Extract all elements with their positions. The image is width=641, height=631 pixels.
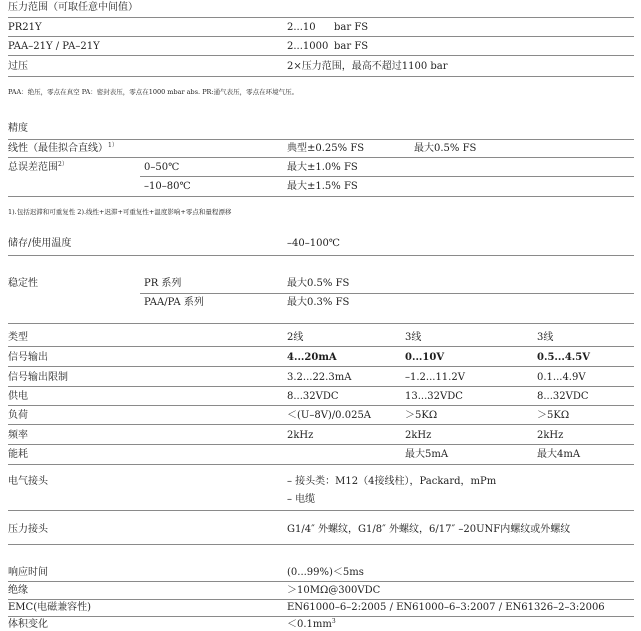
divider bbox=[8, 323, 634, 324]
supply-label: 供电 bbox=[8, 391, 28, 402]
total-error-temp: –10–80℃ bbox=[144, 181, 191, 192]
insulation-label: 绝缘 bbox=[8, 585, 28, 596]
divider bbox=[8, 157, 634, 158]
output-value: 0...10V bbox=[405, 352, 445, 363]
connection-types: – 接头类：M12（4接线柱），Packard，mPm bbox=[287, 476, 497, 487]
connection-label: 电气接头 bbox=[8, 476, 48, 487]
divider bbox=[8, 386, 634, 387]
stability-label: 稳定性 bbox=[8, 278, 38, 289]
paa21y-label: PAA–21Y / PA–21Y bbox=[8, 41, 100, 52]
load-label: 负荷 bbox=[8, 410, 28, 421]
divider bbox=[8, 464, 634, 465]
type-value: 3线 bbox=[537, 332, 554, 343]
limit-label: 信号输出限制 bbox=[8, 372, 68, 383]
power-value: 最大5mA bbox=[405, 449, 449, 460]
divider bbox=[8, 581, 634, 582]
divider bbox=[8, 544, 634, 545]
pr21y-range: 2...10 bbox=[287, 22, 316, 33]
divider bbox=[8, 76, 634, 77]
pressure-range-title: 压力范围（可取任意中间值） bbox=[8, 2, 138, 13]
emc-value: EN61000–6–2:2005 / EN61000–6–3:2007 / EN61326–2–3:2006 bbox=[287, 602, 605, 613]
temperature-label: 储存/使用温度 bbox=[8, 238, 72, 249]
pressure-connection-label: 压力接头 bbox=[8, 524, 48, 535]
divider bbox=[8, 405, 634, 406]
limit-value: –1.2...11.2V bbox=[405, 372, 465, 383]
pr21y-label: PR21Y bbox=[8, 22, 42, 33]
divider bbox=[8, 424, 634, 425]
divider bbox=[8, 444, 634, 445]
divider bbox=[8, 17, 634, 18]
volume-value: $<0.1mm^3$ bbox=[287, 618, 336, 630]
type-label: 类型 bbox=[8, 332, 28, 343]
total-error-value: 最大±1.5% FS bbox=[287, 181, 358, 192]
total-error-temp: 0–50℃ bbox=[144, 162, 180, 173]
linearity-typical: 典型±0.25% FS bbox=[287, 143, 365, 154]
stability-value: 最大0.3% FS bbox=[287, 297, 350, 308]
accuracy-footnotes: 1).包括迟滞和可重复性 2).线性+迟滞+可重复性+温度影响+零点和量程漂移 bbox=[8, 208, 232, 216]
supply-value: 8...32VDC bbox=[287, 391, 339, 402]
divider bbox=[8, 599, 634, 600]
paa21y-range: 2...1000 bbox=[287, 41, 329, 52]
divider bbox=[8, 255, 634, 256]
volume-label: 体积变化 bbox=[8, 619, 48, 630]
divider bbox=[8, 346, 634, 347]
divider bbox=[8, 616, 634, 617]
frequency-label: 频率 bbox=[8, 430, 28, 441]
overpressure-label: 过压 bbox=[8, 61, 28, 72]
output-value: 0.5...4.5V bbox=[537, 352, 590, 363]
divider bbox=[8, 366, 634, 367]
frequency-value: 2kHz bbox=[537, 430, 564, 441]
output-label: 信号输出 bbox=[8, 352, 48, 363]
footnote-marker: 2） bbox=[58, 161, 68, 168]
load-value: ＞5KΩ bbox=[537, 410, 570, 421]
stability-series: PAA/PA 系列 bbox=[144, 297, 204, 308]
output-value: 4...20mA bbox=[287, 352, 337, 363]
divider bbox=[140, 293, 634, 294]
footnote-marker: 1） bbox=[108, 142, 118, 149]
divider bbox=[8, 36, 634, 37]
frequency-value: 2kHz bbox=[405, 430, 432, 441]
overpressure-value: 2×压力范围，最高不超过1100 bar bbox=[287, 61, 448, 72]
type-value: 2线 bbox=[287, 332, 304, 343]
power-value: 最大4mA bbox=[537, 449, 581, 460]
response-value: (0...99%)＜5ms bbox=[287, 567, 364, 578]
total-error-label: 总误差范围$^{2)}$ bbox=[8, 161, 68, 173]
divider bbox=[140, 176, 634, 177]
stability-value: 最大0.5% FS bbox=[287, 278, 350, 289]
temperature-value: –40–100℃ bbox=[287, 238, 340, 249]
limit-value: 0.1...4.9V bbox=[537, 372, 586, 383]
divider bbox=[8, 55, 634, 56]
frequency-value: 2kHz bbox=[287, 430, 314, 441]
divider bbox=[8, 139, 634, 140]
emc-label: EMC(电磁兼容性) bbox=[8, 602, 91, 613]
supply-value: 8...32VDC bbox=[537, 391, 589, 402]
linearity-label: 线性（最佳拟合直线）$^{1)}$ bbox=[8, 142, 118, 154]
divider bbox=[8, 196, 634, 197]
accuracy-title: 精度 bbox=[8, 123, 28, 134]
divider bbox=[8, 510, 634, 511]
pressure-type-note: PAA：绝压，零点在真空 PA：密封表压，零点在1000 mbar abs. PR:通气表压，零点在环境气压。 bbox=[8, 88, 299, 96]
power-label: 能耗 bbox=[8, 449, 28, 460]
insulation-value: ＞10MΩ@300VDC bbox=[287, 585, 381, 596]
linearity-max: 最大0.5% FS bbox=[414, 143, 477, 154]
response-label: 响应时间 bbox=[8, 567, 48, 578]
load-value: ＜(U–8V)/0.025A bbox=[287, 410, 372, 421]
superscript: 3 bbox=[331, 618, 336, 625]
stability-series: PR 系列 bbox=[144, 278, 182, 289]
total-error-value: 最大±1.0% FS bbox=[287, 162, 358, 173]
pressure-connection-value: G1/4″ 外螺纹，G1/8″ 外螺纹，6/17″ –20UNF内螺纹或外螺纹 bbox=[287, 524, 571, 535]
paa21y-unit: bar FS bbox=[334, 41, 369, 52]
type-value: 3线 bbox=[405, 332, 422, 343]
load-value: ＞5KΩ bbox=[405, 410, 438, 421]
connection-cable: – 电缆 bbox=[287, 494, 316, 505]
supply-value: 13...32VDC bbox=[405, 391, 463, 402]
limit-value: 3.2...22.3mA bbox=[287, 372, 352, 383]
pr21y-unit: bar FS bbox=[334, 22, 369, 33]
